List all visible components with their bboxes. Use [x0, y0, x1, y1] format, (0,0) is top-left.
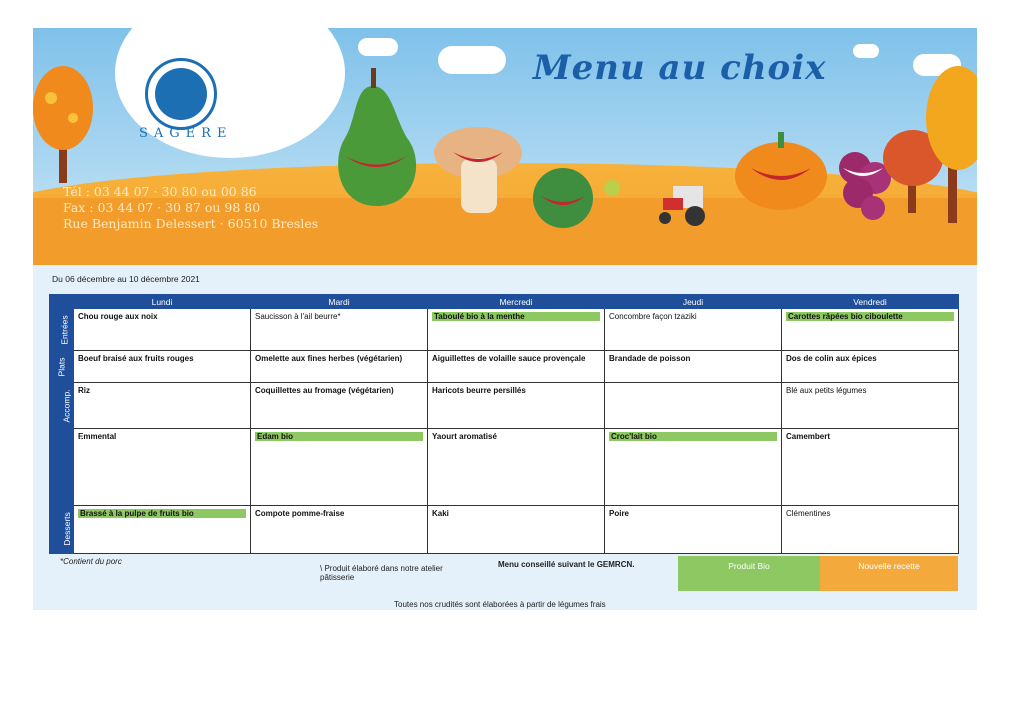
- menu-table: [49, 294, 959, 554]
- menu-cell: Chou rouge aux noix: [74, 309, 251, 351]
- atelier-note: \ Produit élaboré dans notre atelier pâtisserie: [320, 564, 443, 582]
- menu-cell: Saucisson à l'ail beurre*: [251, 309, 428, 351]
- pork-note: *Contient du porc: [60, 557, 122, 566]
- menu-cell: Taboulé bio à la menthe: [428, 309, 605, 351]
- sagere-logo: [145, 58, 217, 130]
- row-label: Entrées: [50, 309, 74, 351]
- table-row: [50, 505, 959, 553]
- day-header: Mercredi: [428, 295, 605, 309]
- row-label: Produits laitiers: [50, 429, 74, 505]
- knife-icon: [155, 68, 207, 120]
- table-row: [50, 383, 959, 429]
- day-header: Mardi: [251, 295, 428, 309]
- address: Rue Benjamin Delessert · 60510 Bresles: [63, 216, 319, 231]
- day-header: Lundi: [74, 295, 251, 309]
- menu-cell: Blé aux petits légumes: [782, 383, 959, 429]
- menu-cell: Yaourt aromatisé: [428, 429, 605, 505]
- legend-bio: Produit Bio: [678, 556, 820, 591]
- row-label: Plats: [50, 351, 74, 383]
- phone: Tél : 03 44 07 · 30 80 ou 00 86: [63, 184, 257, 199]
- menu-cell: Kaki: [428, 505, 605, 553]
- crudites-note: Toutes nos crudités sont élaborées à partir de légumes frais: [394, 600, 606, 609]
- header-banner: [33, 28, 977, 265]
- menu-cell: Carottes râpées bio ciboulette: [782, 309, 959, 351]
- menu-cell: Edam bio: [251, 429, 428, 505]
- page-title: Menu au choix: [533, 48, 827, 88]
- legend-new-recipe: Nouvelle recette: [820, 556, 958, 591]
- menu-cell: Brandade de poisson: [605, 351, 782, 383]
- menu-cell: Coquillettes au fromage (végétarien): [251, 383, 428, 429]
- row-label: Desserts: [50, 505, 74, 553]
- menu-cell: Clémentines: [782, 505, 959, 553]
- menu-cell: Brassé à la pulpe de fruits bio: [74, 505, 251, 553]
- menu-cell: Aiguillettes de volaille sauce provençale: [428, 351, 605, 383]
- menu-cell: Dos de colin aux épices: [782, 351, 959, 383]
- contact-block: [63, 184, 318, 232]
- menu-cell: Boeuf braisé aux fruits rouges: [74, 351, 251, 383]
- menu-cell: Omelette aux fines herbes (végétarien): [251, 351, 428, 383]
- menu-cell: Haricots beurre persillés: [428, 383, 605, 429]
- table-row: [50, 351, 959, 383]
- menu-cell: [605, 383, 782, 429]
- menu-cell: Camembert: [782, 429, 959, 505]
- table-header-row: [50, 295, 959, 309]
- menu-cell: Emmental: [74, 429, 251, 505]
- table-row: [50, 429, 959, 505]
- logo-text: SAGERE: [139, 126, 233, 141]
- gemrcn-note: Menu conseillé suivant le GEMRCN.: [498, 560, 635, 569]
- menu-cell: Poire: [605, 505, 782, 553]
- period-label: Du 06 décembre au 10 décembre 2021: [52, 274, 200, 284]
- menu-cell: Compote pomme-fraise: [251, 505, 428, 553]
- day-header: Jeudi: [605, 295, 782, 309]
- menu-cell: Croc'lait bio: [605, 429, 782, 505]
- row-label: Accomp.: [50, 383, 74, 429]
- menu-cell: Concombre façon tzaziki: [605, 309, 782, 351]
- table-row: [50, 309, 959, 351]
- fax: Fax : 03 44 07 · 30 87 ou 98 80: [63, 200, 261, 215]
- menu-cell: Riz: [74, 383, 251, 429]
- day-header: Vendredi: [782, 295, 959, 309]
